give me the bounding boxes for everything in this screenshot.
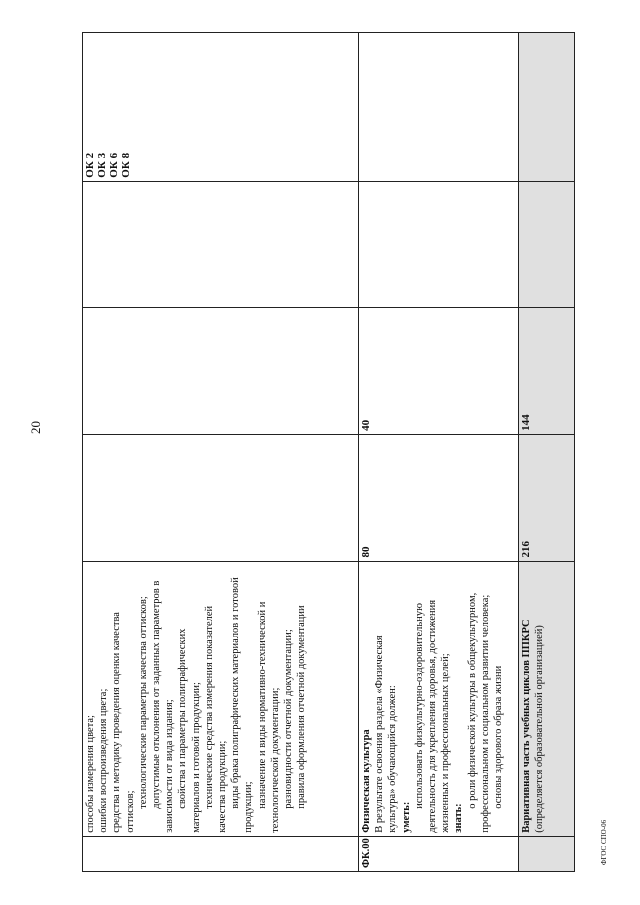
rotated-table-container	[82, 32, 574, 872]
text-line: о роли физической культуры в общекультурном,	[466, 592, 478, 809]
code-cell	[519, 836, 575, 871]
text-line: материалов и готовой продукции;	[190, 682, 202, 833]
text-line: ошибки воспроизведения цвета;	[98, 688, 110, 833]
total-hours-cell: 216	[519, 434, 575, 561]
code-cell	[83, 836, 359, 871]
requirements-cell	[83, 561, 359, 836]
text-line: использовать физкультурно-оздоровительную	[413, 603, 425, 809]
text-line: (определяется образовательной организацией)	[534, 625, 546, 833]
page-number: 20	[28, 421, 43, 434]
competency-code: ОК 3	[96, 152, 108, 178]
requirements-cell	[519, 561, 575, 836]
text-line: технические средства измерения показателей	[203, 605, 215, 809]
text-line: назначение и виды нормативно-технической и	[256, 601, 268, 809]
discipline-cell	[83, 181, 359, 308]
section-title: Физическая культура	[361, 729, 372, 833]
class-hours-cell	[83, 308, 359, 435]
competency-code: ОК 6	[108, 152, 120, 178]
text-line: средства и методику проведения оценки качества	[111, 612, 123, 833]
text-line: качества продукции;	[217, 740, 229, 833]
competency-code: ОК 8	[120, 152, 132, 178]
text-line: разновидности отчетной документации;	[283, 629, 295, 809]
skills-heading: уметь:	[400, 801, 412, 833]
text-line: свойства и параметры полиграфических	[177, 628, 189, 809]
text-line: правила оформления отчетной документации	[296, 605, 308, 809]
text-line: основы здорового образа жизни	[493, 665, 505, 809]
competency-code: ОК 2	[84, 152, 96, 178]
text-line: культура» обучающийся должен:	[387, 685, 399, 833]
text-line: технологической документации;	[269, 687, 281, 833]
competencies-cell	[359, 33, 519, 182]
text-line: деятельность для укрепления здоровья, достижения	[427, 599, 439, 833]
competencies-cell	[519, 33, 575, 182]
text-line: жизненных и профессиональных целей;	[440, 653, 452, 833]
competencies-cell	[83, 33, 359, 182]
requirements-cell	[359, 561, 519, 836]
text-line: виды брака полиграфических материалов и готовой	[230, 577, 242, 809]
text-line: способы измерения цвета;	[85, 715, 96, 833]
table-row	[83, 33, 359, 872]
curriculum-table	[82, 32, 575, 872]
class-hours-cell: 144	[519, 308, 575, 435]
text-line: В результате освоения раздела «Физическая	[374, 635, 386, 833]
text-line: профессиональном и социальном развитии человека;	[479, 594, 491, 833]
text-line: продукции;	[243, 781, 255, 833]
text-line: оттисков;	[124, 790, 136, 833]
knowledge-heading: знать:	[453, 803, 465, 833]
total-hours-cell	[83, 434, 359, 561]
discipline-cell	[359, 181, 519, 308]
text-line: зависимости от вида издания;	[164, 699, 176, 833]
text-line: технологические параметры качества оттисков;	[137, 596, 149, 809]
section-title: Вариативная часть учебных циклов ППКРС	[521, 619, 532, 833]
table-row	[359, 33, 519, 872]
text-line: допустимые отклонения от заданных параметров в	[151, 580, 163, 809]
footer-label: ФГОС СПО-06	[600, 819, 608, 865]
code-cell: ФК.00	[359, 836, 519, 871]
discipline-cell	[519, 181, 575, 308]
class-hours-cell: 40	[359, 308, 519, 435]
table-row	[519, 33, 575, 872]
total-hours-cell: 80	[359, 434, 519, 561]
